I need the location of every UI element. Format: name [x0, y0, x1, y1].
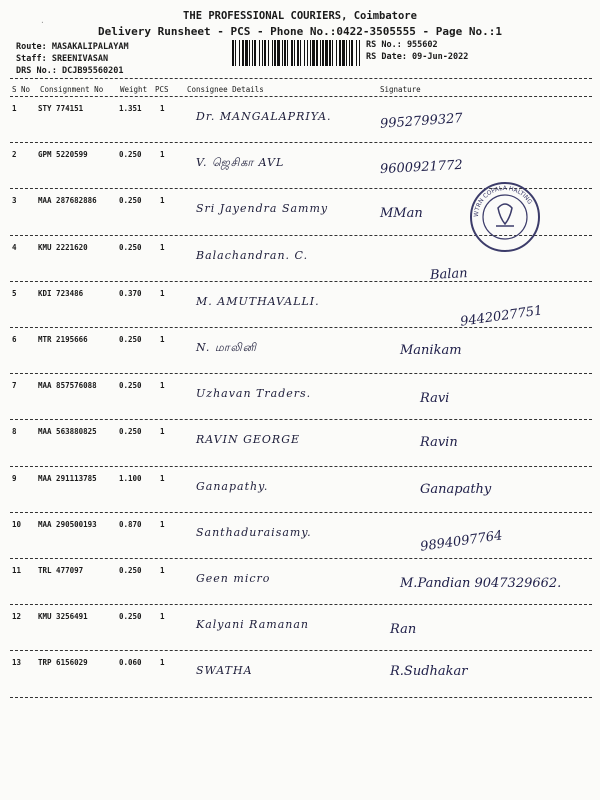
row-consignee: Dr. MANGALAPRIYA. — [196, 110, 332, 123]
row-weight: 0.870 — [119, 519, 142, 529]
document-title: THE PROFESSIONAL COURIERS, Coimbatore — [183, 10, 417, 22]
row-pcs: 1 — [160, 104, 165, 113]
row-pcs: 1 — [160, 427, 165, 437]
row-divider — [10, 281, 592, 282]
row-sno: 2 — [12, 150, 17, 160]
row-divider — [10, 558, 592, 559]
row-sno: 5 — [12, 288, 17, 298]
row-sno: 7 — [12, 381, 17, 391]
row-divider — [10, 512, 592, 513]
row-sno: 4 — [12, 242, 17, 252]
staff-label: Staff: SREENIVASAN — [16, 54, 109, 64]
barcode — [232, 40, 362, 66]
row-consignee: V. ஜெசிகா AVL — [196, 156, 285, 170]
row-consignee: Kalyani Ramanan — [196, 618, 309, 632]
row-consignment-no: TRL 477097 — [38, 566, 84, 575]
row-consignee: RAVIN GEORGE — [196, 433, 301, 447]
row-consignee: Geen micro — [196, 572, 271, 585]
scan-noise: · — [40, 18, 45, 27]
row-consignee: Sri Jayendra Sammy — [196, 202, 329, 216]
row-consignment-no: MAA 563880825 — [38, 427, 97, 437]
row-weight: 0.250 — [119, 566, 142, 575]
row-consignee: Ganapathy. — [196, 479, 269, 493]
row-pcs: 1 — [160, 242, 165, 252]
row-weight: 1.100 — [119, 473, 142, 483]
row-signature: Ganapathy — [420, 481, 492, 497]
row-signature: Balan — [429, 265, 468, 283]
row-signature: Ravin — [420, 435, 458, 451]
divider — [10, 96, 592, 97]
row-divider — [10, 697, 592, 698]
row-consignee: SWATHA — [196, 664, 253, 678]
row-sno: 13 — [12, 658, 22, 668]
row-consignment-no: KMU 2221620 — [38, 242, 88, 252]
row-pcs: 1 — [160, 566, 165, 575]
row-sno: 12 — [12, 612, 22, 622]
row-consignment-no: STY 774151 — [38, 104, 84, 113]
row-consignee: M. AMUTHAVALLI. — [196, 294, 320, 308]
row-weight: 0.250 — [119, 150, 142, 160]
row-signature: M.Pandian 9047329662. — [400, 576, 562, 591]
document-subtitle: Delivery Runsheet - PCS - Phone No.:0422-3505555 - Page No.:1 — [98, 25, 502, 38]
row-signature: Ran — [390, 622, 417, 638]
col-pcs: PCS — [155, 85, 169, 94]
row-weight: 0.060 — [119, 658, 142, 668]
route-label: Route: MASAKALIPALAYAM — [16, 42, 129, 52]
divider — [10, 78, 592, 79]
row-divider — [10, 419, 592, 420]
row-pcs: 1 — [160, 473, 165, 483]
rs-date: RS Date: 09-Jun-2022 — [366, 52, 469, 62]
row-signature: Ravi — [420, 391, 450, 407]
row-sno: 11 — [12, 566, 22, 575]
row-pcs: 1 — [160, 196, 165, 206]
row-divider — [10, 373, 592, 374]
row-divider — [10, 604, 592, 605]
row-signature: 9894097764 — [419, 528, 504, 555]
row-sno: 1 — [12, 104, 17, 113]
row-signature: R.Sudhakar — [390, 664, 468, 680]
row-pcs: 1 — [160, 381, 165, 391]
row-consignment-no: GPM 5220599 — [38, 150, 88, 160]
drs-label: DRS No.: DCJB95560201 — [16, 66, 124, 76]
row-consignment-no: KDI 723486 — [38, 288, 84, 298]
col-weight: Weight — [120, 85, 148, 94]
row-sno: 3 — [12, 196, 17, 206]
row-consignee: N. மாலினி — [196, 341, 257, 354]
row-pcs: 1 — [160, 335, 165, 344]
row-divider — [10, 142, 592, 143]
row-signature: 9600921772 — [379, 158, 464, 178]
row-consignee: Santhaduraisamy. — [196, 525, 312, 539]
row-sno: 8 — [12, 427, 17, 437]
row-consignment-no: MTR 2195666 — [38, 335, 88, 344]
row-divider — [10, 650, 592, 651]
row-sno: 10 — [12, 519, 22, 529]
row-sno: 6 — [12, 335, 17, 344]
row-consignee: Uzhavan Traders. — [196, 387, 312, 401]
row-consignment-no: TRP 6156029 — [38, 658, 88, 668]
col-consignment: Consignment No — [40, 85, 104, 94]
row-divider — [10, 327, 592, 328]
row-consignment-no: MAA 857576088 — [38, 381, 97, 391]
col-sno: S No — [12, 85, 31, 94]
row-consignment-no: MAA 287682886 — [38, 196, 97, 206]
rs-number: RS No.: 955602 — [366, 40, 438, 50]
row-consignment-no: KMU 3256491 — [38, 612, 88, 622]
row-weight: 0.250 — [119, 381, 142, 391]
company-stamp — [468, 180, 542, 254]
row-consignment-no: MAA 291113785 — [38, 473, 97, 483]
row-pcs: 1 — [160, 150, 165, 160]
row-divider — [10, 466, 592, 467]
row-pcs: 1 — [160, 519, 165, 529]
row-weight: 0.250 — [119, 196, 142, 206]
row-weight: 1.351 — [119, 104, 142, 113]
row-weight: 0.250 — [119, 612, 142, 622]
stamp-text: WTRN COPALA HALTING — [472, 184, 534, 218]
row-consignee: Balachandran. C. — [196, 248, 309, 262]
row-signature: Manikam — [400, 343, 462, 358]
row-weight: 0.250 — [119, 242, 142, 252]
row-pcs: 1 — [160, 658, 165, 668]
row-signature: MMan — [380, 206, 423, 222]
col-signature: Signature — [380, 85, 421, 94]
row-weight: 0.250 — [119, 427, 142, 437]
col-consignee: Consignee Details — [187, 85, 264, 94]
row-weight: 0.370 — [119, 288, 142, 298]
row-pcs: 1 — [160, 288, 165, 298]
row-weight: 0.250 — [119, 335, 142, 344]
row-signature: 9442027751 — [459, 303, 544, 330]
row-signature: 9952799327 — [379, 111, 464, 132]
row-consignment-no: MAA 290500193 — [38, 519, 97, 529]
row-sno: 9 — [12, 473, 17, 483]
row-pcs: 1 — [160, 612, 165, 622]
